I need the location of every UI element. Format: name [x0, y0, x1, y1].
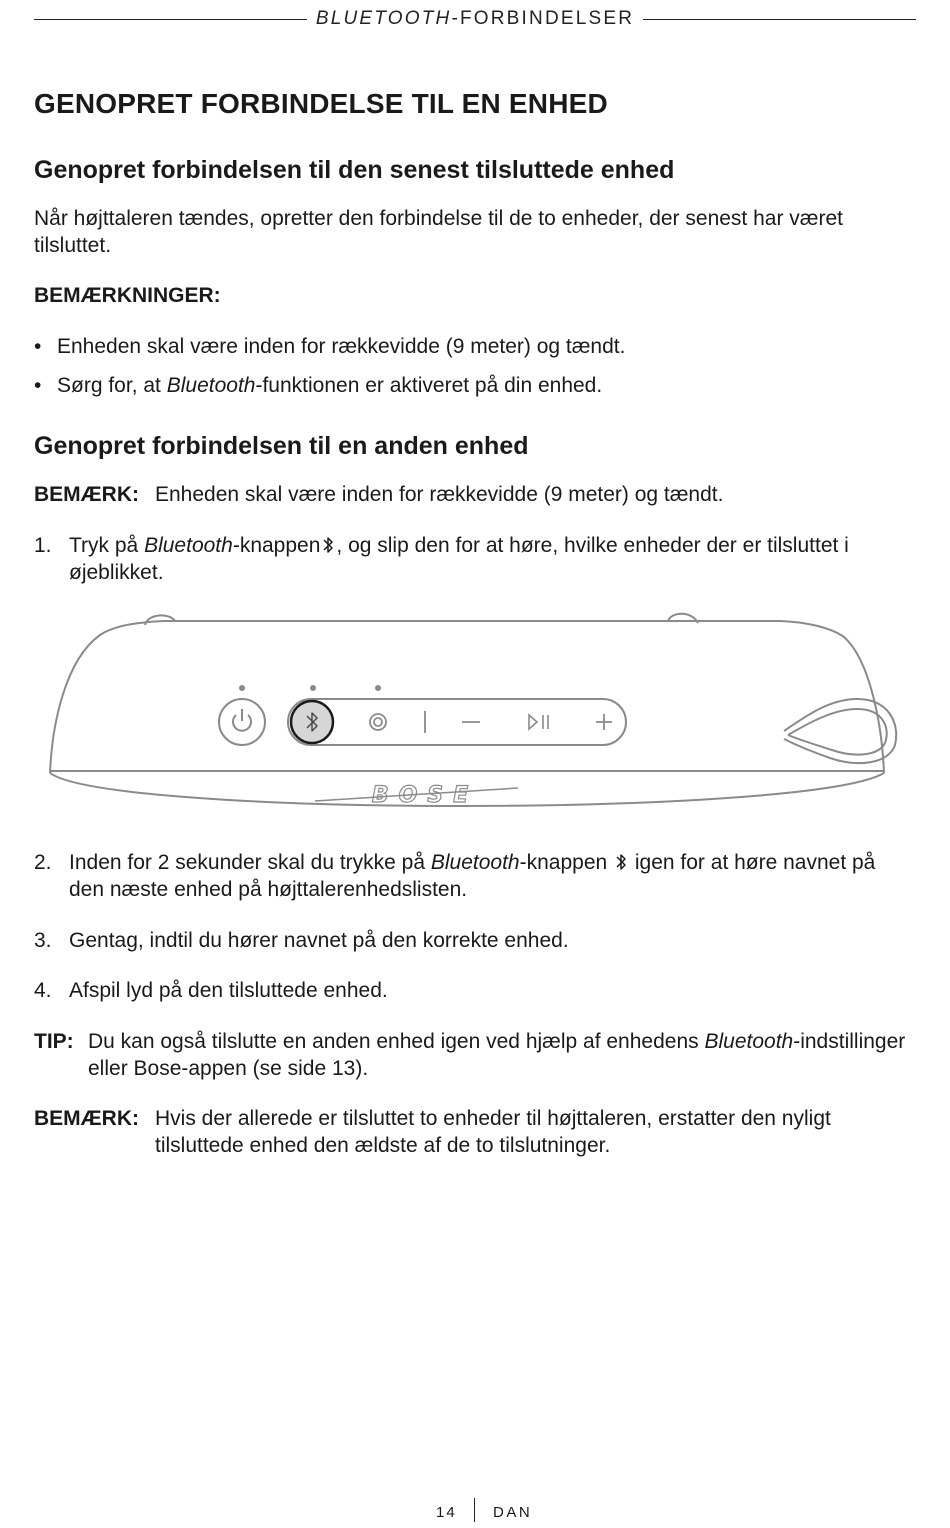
bluetooth-icon [615, 852, 627, 872]
control-strip [288, 699, 626, 745]
page-number: 14 [436, 1504, 457, 1521]
footer-separator [474, 1498, 475, 1522]
section-title: GENOPRET FORBINDELSE TIL EN ENHED [34, 88, 608, 119]
note-label: BEMÆRK: [34, 483, 139, 506]
note-range [34, 481, 914, 508]
tip-text: Du kan også tilslutte en anden enhed igen ved hjælp af enhedens Bluetooth-indstillinger eller Bose-appen (se side 13). [88, 1030, 906, 1080]
step-text: Inden for 2 sekunder skal du trykke på Bluetooth-knappen igen for at høre navnet på den næste enhed på højttalerenhedslisten. [69, 851, 876, 901]
power-icon [233, 709, 251, 731]
speaker-illustration [40, 605, 910, 820]
play-pause-icon [529, 715, 548, 729]
step-number: 4. [34, 979, 52, 1002]
bullet-text: Sørg for, at Bluetooth-funktionen er aktiveret på din enhed. [57, 374, 603, 397]
step-number: 2. [34, 851, 52, 874]
note-label: BEMÆRK: [34, 1107, 139, 1130]
header-rule-left [34, 19, 307, 20]
indicator-light [239, 685, 245, 691]
brand-logo: BOSE [371, 783, 479, 808]
tip-label: TIP: [34, 1030, 74, 1053]
language-code: DAN [493, 1504, 533, 1521]
bullet-text: Enheden skal være inden for rækkevidde (9 meter) og tændt. [57, 335, 626, 358]
step-1 [34, 532, 914, 586]
step-number: 1. [34, 534, 52, 557]
page-header [34, 6, 916, 32]
step-2 [34, 849, 914, 903]
multifunction-icon [370, 714, 386, 730]
bullet-dot: • [34, 374, 42, 397]
page-footer [0, 1498, 950, 1528]
header-title [307, 8, 643, 30]
step-3 [34, 927, 914, 954]
step-number: 3. [34, 929, 52, 952]
volume-up-icon [596, 714, 612, 730]
note-text: Enheden skal være inden for rækkevidde (9 meter) og tændt. [155, 483, 724, 506]
step-text: Tryk på Bluetooth-knappen , og slip den for at høre, hvilke enheder der er tilsluttet i øjeblikket. [69, 534, 849, 584]
subheading-last-device: Genopret forbindelsen til den senest tilsluttede enhed [34, 156, 675, 184]
header-title-italic: BLUETOOTH [315, 8, 452, 29]
indicator-light [375, 685, 381, 691]
speaker-body-outline [50, 621, 884, 773]
power-button [219, 699, 265, 745]
tip [34, 1028, 914, 1082]
indicator-light [310, 685, 316, 691]
intro-paragraph: Når højttaleren tændes, opretter den forbindelse til de to enheder, der senest har været tilsluttet. [34, 207, 843, 257]
step-text: Afspil lyd på den tilsluttede enhed. [69, 979, 388, 1002]
subheading-other-device: Genopret forbindelsen til en anden enhed [34, 432, 529, 460]
header-title-rest: -FORBINDELSER [451, 8, 635, 29]
step-4 [34, 977, 914, 1004]
step-text: Gentag, indtil du hører navnet på den korrekte enhed. [69, 929, 569, 952]
bluetooth-icon [322, 535, 334, 555]
note-replace [34, 1105, 914, 1159]
notes-label: BEMÆRKNINGER: [34, 284, 221, 307]
header-rule-right [643, 19, 916, 20]
bullet-dot: • [34, 335, 42, 358]
note-text: Hvis der allerede er tilsluttet to enheder til højttaleren, erstatter den nyligt tilsluttede enhed den ældste af de to tilslutninger. [155, 1107, 831, 1157]
